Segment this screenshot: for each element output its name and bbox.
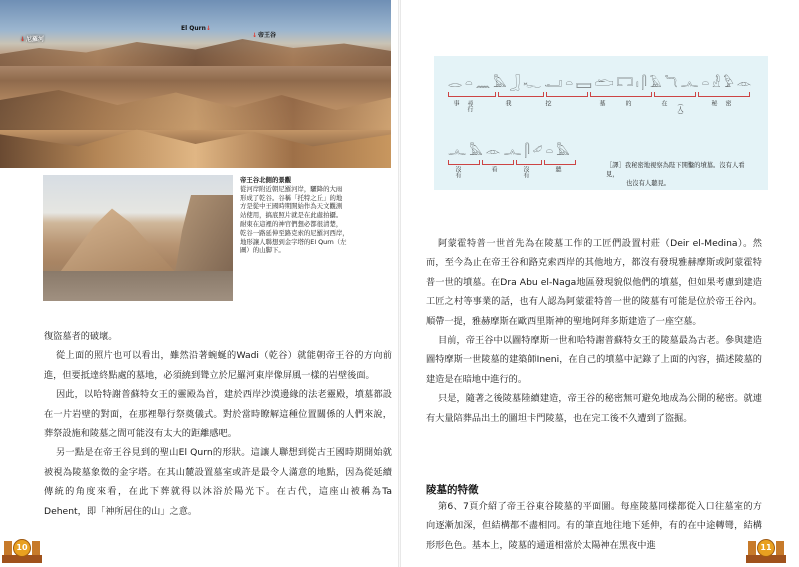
transliteration: 事 (452, 100, 459, 106)
transliteration: 密 (724, 100, 731, 106)
translation-line: ［譯］我秘密地視察為陛下開鑿的墳墓。沒有人看見， (606, 162, 745, 178)
caption-line: 方是從中王國時期開始作為天文觀測 (240, 202, 343, 211)
label-nile: ↓尼羅河 (20, 36, 45, 43)
caption-line: 圖）的山脚下。 (240, 246, 285, 255)
paragraph: 從上面的照片也可以看出，雖然沿著蜿蜒的Wadi（乾谷）就能朝帝王谷的方向前進，但要抵達終點處的墓地，必須繞到聳立於尼羅河東岸像屏風一樣的岩壁後面。 (44, 350, 392, 381)
section-body-text (426, 497, 762, 555)
section-title: 陵墓的特徵 (426, 484, 479, 496)
paragraph: 因此，以哈特謝普蘇特女王的靈殿為首，建於西岸沙漠邊緣的法老靈殿，墳墓都設在一片岩壁的對面，在那裡舉行祭奠儀式。對於當時瞭解這種位置關係的人們來說，葬祭設施和陵墓之間可能沒有太大的距離感吧。 (44, 389, 392, 440)
transliteration: 尋行 (466, 100, 473, 112)
hieroglyph-box (434, 56, 768, 190)
caption-line: 從河岸附近朝尼羅河岸，驪降的大雨 (240, 184, 343, 193)
transliteration: 挖 (544, 100, 551, 106)
label-valley: ↓帝王谷 (252, 32, 277, 39)
hieroglyph-row-1: 𓂋 𓏏 𓈖 𓅓 𓃀 𓆑 𓂝 𓏏 𓈙 𓂧 𓉐 𓏤 𓋴 𓄿 𓆓 𓂜 𓏏 𓁐 𓅱 𓁹 (448, 76, 752, 90)
valley-north-photo (43, 175, 233, 301)
label-el-qurn: El Qurn↓ (181, 25, 211, 32)
transliteration: 秘 (710, 100, 717, 106)
paragraph: 第6、7頁介紹了帝王谷東谷陵墓的平面圖。每座陵墓同樣都從入口往墓室的方向逐漸加深，但結構都不盡相同。有的筆直地往地下延伸，有的在中途轉彎，結構形形色色。基本上，陵墓的通道相當於太陽神在黑夜中進 (426, 501, 762, 551)
caption-line: 耐東在這裡的神官們想必都很清楚， (240, 219, 343, 228)
transliteration: 聽 (554, 166, 561, 172)
left-page (0, 0, 399, 567)
caption-line: 形成了乾谷。谷稱「托特之丘」的地 (240, 193, 343, 202)
paragraph: 目前，帝王谷中以圖特摩斯一世和哈特謝普蘇特女王的陵墓最為古老。參與建造圖特摩斯一世陵墓的建築師Ineni，在自己的墳墓中記錄了上面的內容，描述陵墓的建造是在暗地中進行的。 (426, 335, 762, 385)
transliteration: 看 (490, 166, 497, 172)
page-number: 10 (13, 539, 31, 557)
caption-line: 乾谷一路延伸至路克索的尼羅河西岸， (240, 228, 349, 237)
page-number-ornament-left (2, 537, 42, 563)
paragraph: 只是，隨著之後陵墓陸續建造，帝王谷的秘密無可避免地成為公開的秘密。就連有大量陪葬品出土的圖坦卡門陵墓，也在完工後不久遭到了盜掘。 (426, 393, 762, 424)
transliteration: 墓 (598, 100, 605, 106)
hieroglyph-translation (606, 161, 756, 188)
paragraph: 另一點是在帝王谷見到的聖山El Qurn的形狀。這讓人聯想到從古王國時期開始就被視為陵墓象徵的金字塔。在其山麓設置墓室或許是最令人滿意的地點，因為從延續傳統的角度來看，在此下葬就得以沐浴於陽光下。在古代，這座山被稱為Ta Dehent，即「神所居住的山」之意。 (44, 447, 392, 517)
paragraph: 復盜墓者的破壞。 (44, 331, 118, 342)
page-number: 11 (757, 539, 775, 557)
transliteration: （人） (676, 100, 683, 118)
transliteration: 的 (624, 100, 631, 106)
photo-caption (240, 176, 390, 255)
transliteration: 在 (660, 100, 667, 106)
valley-landscape-photo (0, 0, 391, 168)
left-body-text (44, 327, 392, 521)
transliteration: 沒有 (522, 166, 529, 178)
caption-title: 帝王谷北側的景觀 (240, 176, 292, 184)
translation-line: 也沒有人聽見。 (626, 180, 671, 187)
page-number-ornament-right (746, 537, 786, 563)
caption-line: 地形讓人聯想到金字塔的El Qurn（左 (240, 237, 347, 246)
right-body-text (426, 234, 762, 428)
hieroglyph-row-2: 𓂜 𓅓 𓁹 𓂜 𓋴 𓄔 𓏏 𓅓 (448, 144, 570, 158)
caption-line: 站使用，搞底照片就是在此處拍攝。 (240, 211, 343, 220)
transliteration: 沒有 (454, 166, 461, 178)
transliteration: 我 (504, 100, 511, 106)
paragraph: 阿蒙霍特普一世首先為在陵墓工作的工匠們設置村莊（Deir el-Medina）。然而，至今為止在帝王谷和路克索西岸的其他地方，都沒有發現雅赫摩斯或阿蒙霍特普一世的墳墓。在Dra Abu el-Naga地區發現貌似他們的墳墓，但如果考慮到建造工匠之村等事業的話，也有人認為阿蒙霍特普一世的陵墓有可能是位於帝王谷內。順帶一提，雅赫摩斯在歐西里斯神的聖地阿拜多斯建造了一座空墓。 (426, 238, 762, 327)
